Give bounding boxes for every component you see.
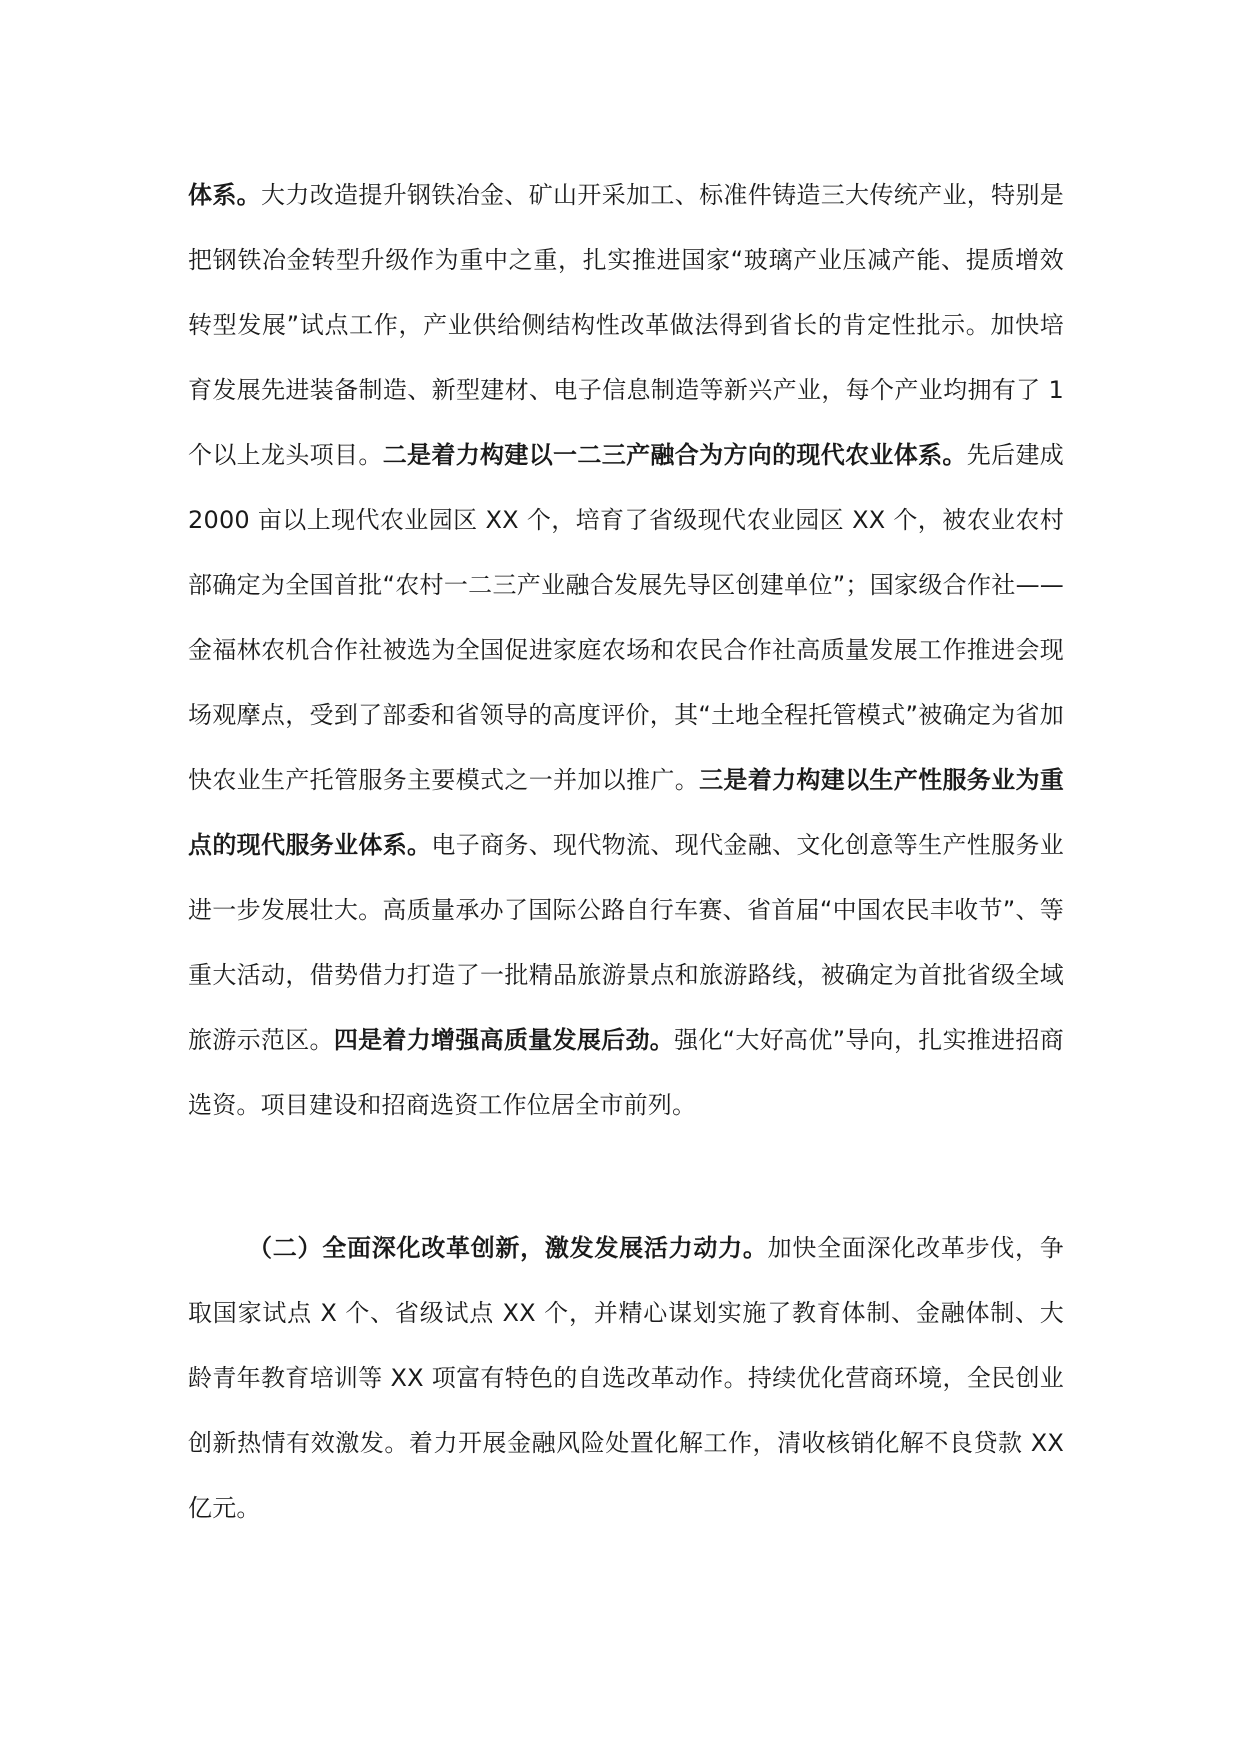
section-heading: （二）全面深化改革创新，激发发展活力动力。 (248, 1234, 768, 1262)
run-heading-bold: 二是着力构建以一二三产融合为方向的现代农业体系。 (382, 441, 967, 469)
run-heading-bold: 四是着力增强高质量发展后劲。 (333, 1026, 675, 1054)
run-lead-bold: 体系。 (188, 181, 262, 209)
run-text: 强化“大好高优”导向，扎实推进招商选资。项目建设和招商选资工作位居全市前列。 (188, 1026, 1064, 1119)
run-text: 先后建成 2000 亩以上现代农业园区 XX 个，培育了省级现代农业园区 XX 个，被农业农村部确定为全国首批“农村一二三产业融合发展先导区创建单位”；国家级合作社——金福林农机合作社被选为全国促进家庭农场和农民合作社高质量发展工作推进会现场观摩点，受到了部委和省领导的高度评价，其“土地全程托管模式”被确定为省加快农业生产托管服务主要模式之一并加以推广。 (188, 441, 1064, 794)
run-heading-bold: 三是着力构建以生产性服务业为重点的现代服务业体系。 (188, 766, 1064, 859)
body-paragraph-2 (188, 1216, 1064, 1541)
run-text: 加快全面深化改革步伐，争取国家试点 X 个、省级试点 XX 个，并精心谋划实施了教育体制、金融体制、大龄青年教育培训等 XX 项富有特色的自选改革动作。持续优化营商环境，全民创业创新热情有效激发。着力开展金融风险处置化解工作，清收核销化解不良贷款 XX 亿元。 (188, 1234, 1065, 1522)
run-text: 大力改造提升钢铁冶金、矿山开采加工、标准件铸造三大传统产业，特别是把钢铁冶金转型升级作为重中之重，扎实推进国家“玻璃产业压减产能、提质增效转型发展”试点工作，产业供给侧结构性改革做法得到省长的肯定性批示。加快培育发展先进装备制造、新型建材、电子信息制造等新兴产业，每个产业均拥有了 1 个以上龙头项目。 (188, 181, 1064, 469)
run-text: 电子商务、现代物流、现代金融、文化创意等生产性服务业进一步发展壮大。高质量承办了国际公路自行车赛、省首届“中国农民丰收节”、等重大活动，借势借力打造了一批精品旅游景点和旅游路线，被确定为首批省级全域旅游示范区。 (188, 831, 1064, 1054)
body-paragraph-1 (188, 163, 1064, 1138)
